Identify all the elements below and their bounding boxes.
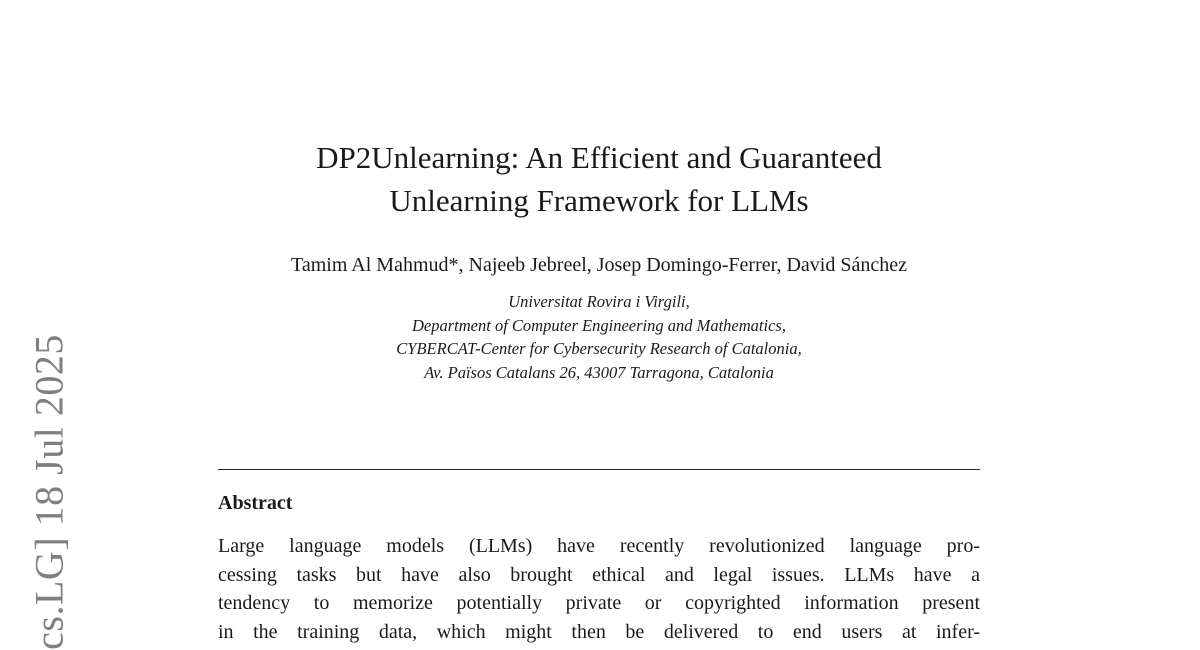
abstract-body [218,532,980,646]
arxiv-side-stamp: cs.LG] 18 Jul 2025 [26,334,72,650]
abstract-heading: Abstract [218,492,293,514]
abstract-line-3: tendency to memorize potentially private or copyrighted information present [218,592,980,614]
abstract-line-4: in the training data, which might then be delivered to end users at infer- [218,620,980,643]
horizontal-rule [218,469,980,470]
author-list: Tamim Al Mahmud*, Najeeb Jebreel, Josep Domingo-Ferrer, David Sánchez [291,254,907,276]
affiliation-line-2: Department of Computer Engineering and Mathematics, [412,315,786,335]
affiliation-line-1: Universitat Rovira i Virgili, [508,292,690,311]
affiliation-line-4: Av. Països Catalans 26, 43007 Tarragona, Catalonia [424,362,774,382]
abstract-line-1: Large language models (LLMs) have recently revolutionized language pro- [218,535,980,557]
affiliation-block [218,290,980,384]
paper-title [218,136,980,222]
affiliation-line-3: CYBERCAT-Center for Cybersecurity Research of Catalonia, [396,339,802,358]
paper-title-line-1: DP2Unlearning: An Efficient and Guaranteed [316,140,882,175]
abstract-line-2: cessing tasks but have also brought ethical and legal issues. LLMs have a [218,563,980,586]
paper-title-line-2: Unlearning Framework for LLMs [389,183,809,218]
